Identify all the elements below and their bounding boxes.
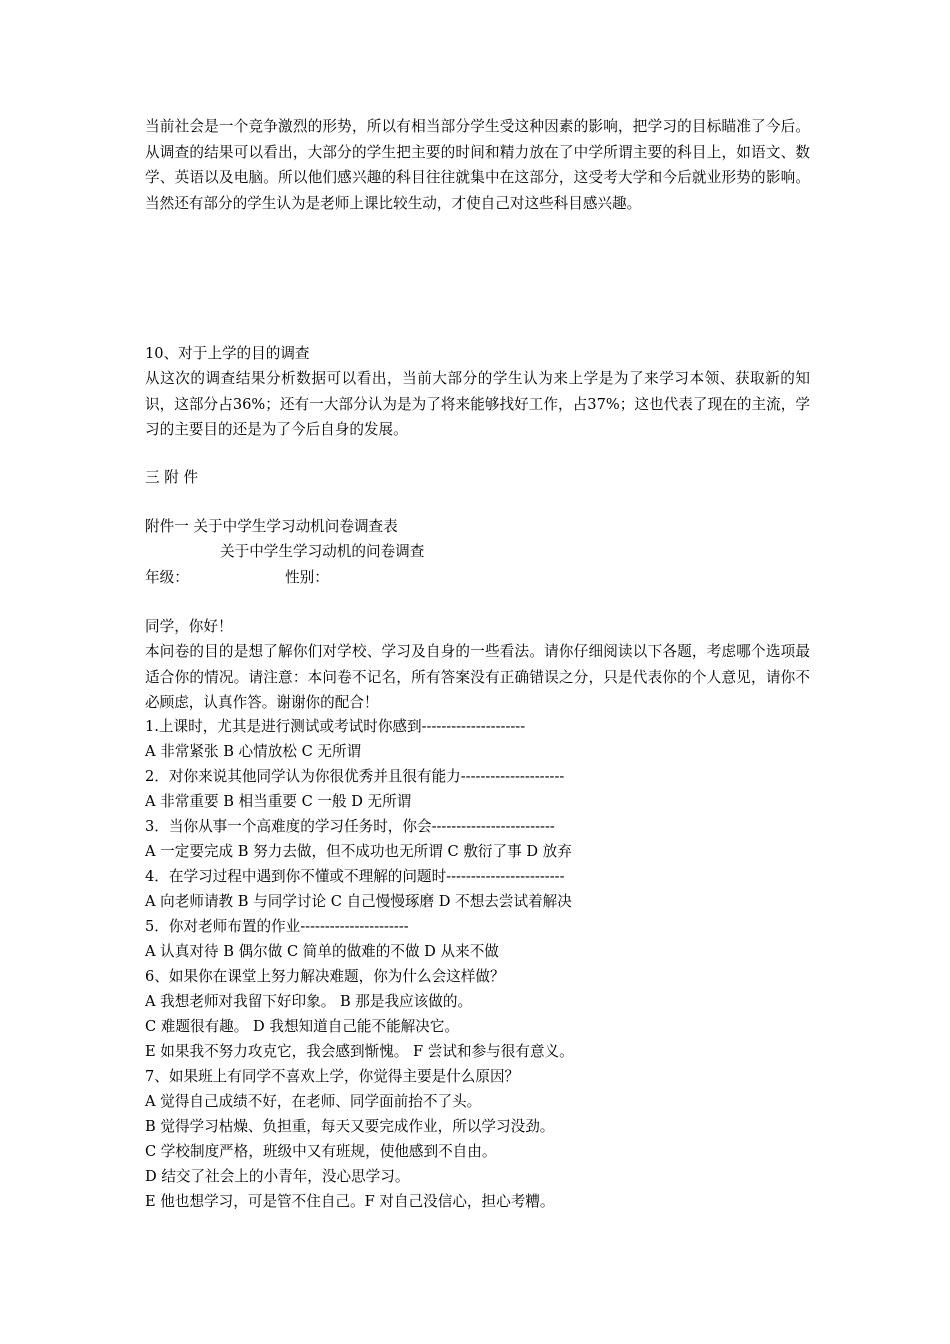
section-10-heading: 10、对于上学的目的调查 <box>145 345 310 362</box>
grade-label: 年级： <box>145 569 189 586</box>
question-3-options: A 一定要完成 B 努力去做，但不成功也无所谓 C 敷衍了事 D 放弃 <box>145 843 572 860</box>
attachment-title: 附件一 关于中学生学习动机问卷调查表 <box>145 518 398 535</box>
question-5-options: A 认真对待 B 偶尔做 C 简单的做难的不做 D 从来不做 <box>145 943 499 960</box>
question-3: 3．当你从事一个高难度的学习任务时，你会------------------------- <box>145 818 555 835</box>
instructions-paragraph: 本问卷的目的是想了解你们对学校、学习及自身的一些看法。请你仔细阅读以下各题，考虑哪个选项最适合你的情况。请注意：本问卷不记名，所有答案没有正确错误之分，只是代表你的个人意见，请你不必顾虑，认真作答。谢谢你的配合！ <box>145 643 810 712</box>
question-2-options: A 非常重要 B 相当重要 C 一般 D 无所谓 <box>145 793 412 810</box>
question-5: 5．你对老师布置的作业---------------------- <box>145 918 409 935</box>
section-10-paragraph: 从这次的调查结果分析数据可以看出，当前大部分的学生认为来上学是为了来学习本领、获取新的知识，这部分占36%；还有一大部分认为是为了将来能够找好工作，占37%；这也代表了现在的主流，学习的主要目的还是为了今后自身的发展。 <box>145 370 810 439</box>
question-1: 1.上课时，尤其是进行测试或考试时你感到--------------------- <box>145 718 526 735</box>
question-7-option-e-f: E 他也想学习，可是管不住自己。F 对自己没信心，担心考糟。 <box>145 1193 555 1210</box>
question-4-options: A 向老师请教 B 与同学讨论 C 自己慢慢琢磨 D 不想去尝试着解决 <box>145 893 572 910</box>
question-7-option-c: C 学校制度严格，班级中又有班规，使他感到不自由。 <box>145 1143 497 1160</box>
question-2: 2．对你来说其他同学认为你很优秀并且很有能力--------------------- <box>145 768 565 785</box>
question-7: 7、如果班上有同学不喜欢上学，你觉得主要是什么原因？ <box>145 1068 520 1085</box>
question-6: 6、如果你在课堂上努力解决难题，你为什么会这样做？ <box>145 968 505 985</box>
question-6-option-line-1: A 我想老师对我留下好印象。 B 那是我应该做的。 <box>145 993 473 1010</box>
question-7-option-d: D 结交了社会上的小青年，没心思学习。 <box>145 1168 410 1185</box>
section-3-heading: 三 附 件 <box>145 469 199 486</box>
questionnaire-title: 关于中学生学习动机的问卷调查 <box>220 543 425 560</box>
question-1-options: A 非常紧张 B 心情放松 C 无所谓 <box>145 743 362 760</box>
greeting: 同学，你好！ <box>145 618 233 635</box>
question-6-option-line-2: C 难题很有趣。 D 我想知道自己能不能解决它。 <box>145 1018 460 1035</box>
question-6-option-line-3: E 如果我不努力攻克它，我会感到惭愧。 F 尝试和参与很有意义。 <box>145 1043 574 1060</box>
gender-label: 性别： <box>285 569 329 586</box>
question-7-option-a: A 觉得自己成绩不好，在老师、同学面前抬不了头。 <box>145 1093 482 1110</box>
intro-paragraph: 当前社会是一个竞争激烈的形势，所以有相当部分学生受这种因素的影响，把学习的目标瞄准了今后。从调查的结果可以看出，大部分的学生把主要的时间和精力放在了中学所谓主要的科目上，如语文、数学、英语以及电脑。所以他们感兴趣的科目往往就集中在这部分，这受考大学和今后就业形势的影响。当然还有部分的学生认为是老师上课比较生动，才使自己对这些科目感兴趣。 <box>145 118 810 212</box>
question-4: 4．在学习过程中遇到你不懂或不理解的问题时------------------------ <box>145 868 565 885</box>
question-7-option-b: B 觉得学习枯燥、负担重，每天又要完成作业，所以学习没劲。 <box>145 1118 555 1135</box>
